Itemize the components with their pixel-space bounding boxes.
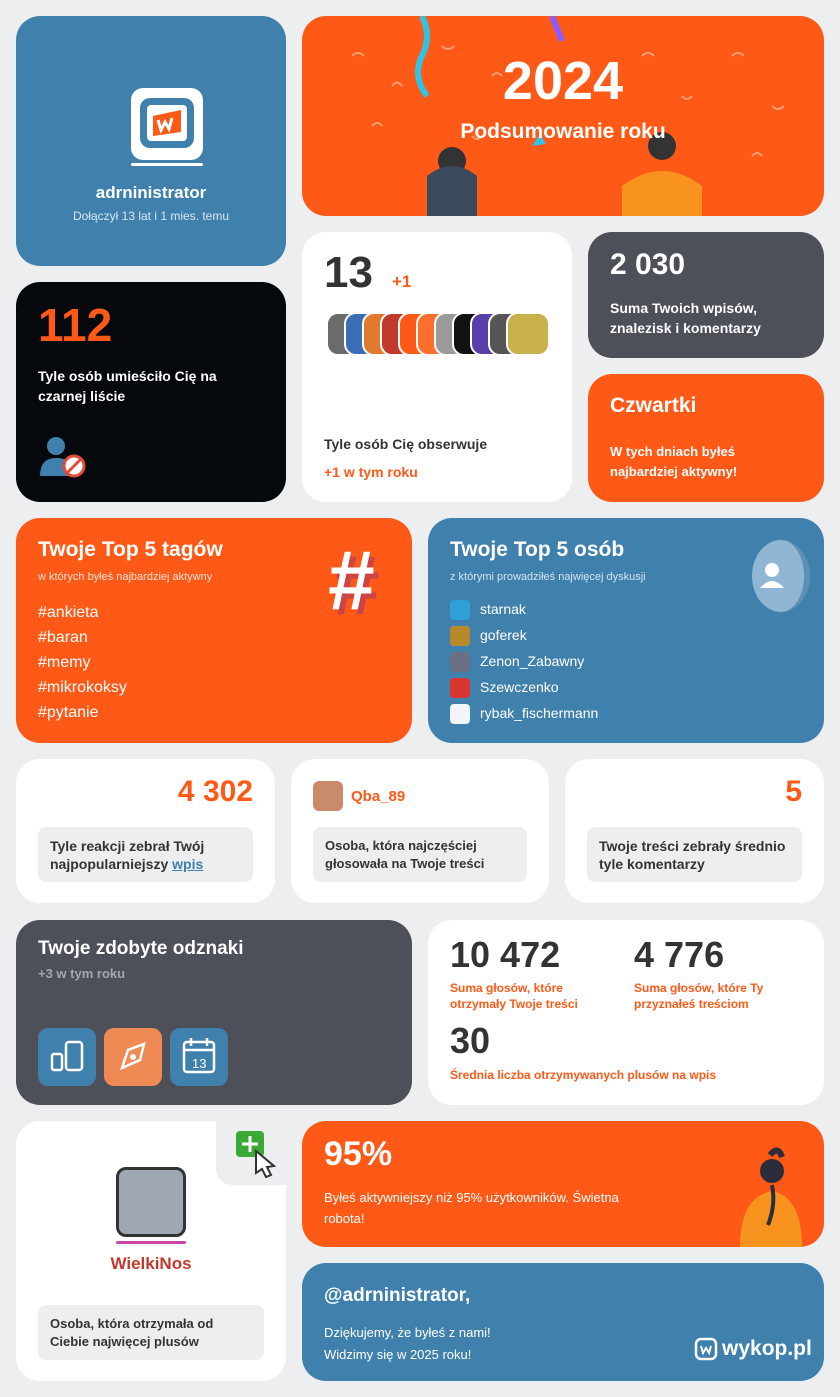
- blocked-user-icon: [38, 434, 88, 480]
- badges-card: [16, 920, 412, 1105]
- follower-avatars: [326, 312, 566, 356]
- badges-subtitle: +3 w tym roku: [38, 966, 126, 981]
- person-name[interactable]: rybak_fischermann: [480, 705, 599, 721]
- person-item[interactable]: [450, 622, 598, 648]
- voter-pill: [313, 827, 527, 882]
- tag-item[interactable]: #mikrokoksy: [38, 679, 127, 696]
- hero-subtitle: Podsumowanie roku: [460, 120, 666, 143]
- follower-avatar[interactable]: [506, 312, 550, 356]
- percent-text: Byłeś aktywniejszy niż 95% użytkowników. Świetna robota!: [324, 1190, 619, 1226]
- avatar: [450, 704, 470, 724]
- voter-avatar[interactable]: [313, 781, 343, 811]
- hashtag-icon: #: [328, 533, 375, 627]
- percent-card: [302, 1121, 824, 1247]
- join-date: Dołączył 13 lat i 1 mies. temu: [72, 209, 230, 223]
- person-item[interactable]: [450, 674, 598, 700]
- calendar-badge-icon[interactable]: [170, 1028, 228, 1086]
- person-name[interactable]: starnak: [480, 601, 526, 617]
- recipient-underline: [116, 1241, 186, 1244]
- hero-card: [302, 16, 824, 216]
- brand-name: wykop.pl: [722, 1337, 812, 1360]
- reactions-text: Tyle reakcji zebrał Twój najpopularniejszy: [50, 838, 205, 872]
- voter-text: Osoba, która najczęściej głosowała na Twoje treści: [325, 838, 485, 871]
- recipient-text: Osoba, która otrzymała od Ciebie najwięcej plusów: [50, 1316, 214, 1349]
- person-item[interactable]: [450, 700, 598, 726]
- votes-given-label: Suma głosów, które Ty przyznałeś treściom: [634, 981, 764, 1011]
- tag-item[interactable]: #memy: [38, 654, 91, 671]
- avatar-underline: [131, 163, 203, 166]
- devices-badge-icon[interactable]: [38, 1028, 96, 1086]
- writer-badge-icon[interactable]: [104, 1028, 162, 1086]
- calendar-day: 13: [192, 1056, 207, 1071]
- recipient-name[interactable]: WielkiNos: [110, 1254, 192, 1273]
- person-name[interactable]: goferek: [480, 627, 527, 643]
- voter-name[interactable]: Qba_89: [351, 788, 406, 805]
- user-coin-icon: [752, 540, 810, 612]
- recipient-avatar[interactable]: [116, 1167, 186, 1237]
- reactions-count: 4 302: [177, 775, 253, 808]
- wykop-brand[interactable]: [694, 1337, 812, 1361]
- thanks-text-1: Dziękujemy, że byłeś z nami!: [324, 1325, 491, 1340]
- active-day: Czwartki: [610, 394, 697, 417]
- avg-comments-card: [565, 759, 824, 903]
- thanks-card: [302, 1263, 824, 1381]
- votes-avg: 30: [450, 1020, 491, 1061]
- person-item[interactable]: [450, 596, 598, 622]
- avg-comments-pill: [587, 827, 802, 882]
- followers-year: +1 w tym roku: [324, 464, 418, 480]
- followers-card: [302, 232, 572, 502]
- avatar: [450, 652, 470, 672]
- wykop-mark-icon: [694, 1337, 718, 1361]
- top-tags-title: Twoje Top 5 tagów: [38, 538, 223, 561]
- tag-item[interactable]: #ankieta: [38, 604, 99, 621]
- avatar: [450, 600, 470, 620]
- avg-comments-count: 5: [785, 775, 802, 808]
- popular-post-link[interactable]: wpis: [172, 856, 204, 872]
- avg-comments-text: Twoje treści zebrały średnio tyle komentarzy: [599, 838, 786, 872]
- top-people-title: Twoje Top 5 osób: [450, 538, 625, 561]
- active-day-card: [588, 374, 824, 502]
- followers-label: Tyle osób Cię obserwuje: [324, 436, 488, 452]
- blacklist-card: [16, 282, 286, 502]
- tag-list: [38, 600, 127, 725]
- posts-text: Suma Twoich wpisów, znalezisk i komentarzy: [610, 300, 761, 336]
- top-plus-card: [16, 1121, 286, 1381]
- person-name[interactable]: Zenon_Zabawny: [480, 653, 585, 669]
- person-illustration: [730, 1141, 810, 1247]
- blacklist-text: Tyle osób umieściło Cię na czarnej liście: [38, 368, 217, 404]
- posts-count: 2 030: [610, 248, 686, 281]
- votes-received-label: Suma głosów, które otrzymały Twoje treści: [450, 981, 578, 1011]
- person-name[interactable]: Szewczenko: [480, 679, 559, 695]
- plus-click-icon: [216, 1121, 286, 1185]
- votes-received: 10 472: [450, 934, 561, 975]
- person-item[interactable]: [450, 648, 598, 674]
- top-people-card: [428, 518, 824, 743]
- percent-value: 95%: [324, 1135, 393, 1173]
- blacklist-count: 112: [38, 299, 113, 351]
- top-tags-subtitle: w których byłeś najbardziej aktywny: [38, 571, 213, 583]
- profile-card: [16, 16, 286, 266]
- top-voter-card: [291, 759, 549, 903]
- top-people-subtitle: z którymi prowadziłeś najwięcej dyskusji: [450, 571, 646, 583]
- followers-count: 13: [324, 248, 373, 297]
- badges-title: Twoje zdobyte odznaki: [38, 938, 244, 959]
- hero-year: 2024: [502, 51, 624, 111]
- confetti-illustration: [302, 16, 824, 216]
- wykop-logo-icon: [131, 88, 203, 160]
- reactions-card: [16, 759, 275, 903]
- avatar: [450, 678, 470, 698]
- posts-card: [588, 232, 824, 358]
- votes-given: 4 776: [634, 934, 725, 975]
- thanks-handle[interactable]: @adrninistrator,: [324, 1285, 471, 1306]
- thanks-text-2: Widzimy się w 2025 roku!: [324, 1347, 472, 1362]
- username[interactable]: adrninistrator: [95, 183, 207, 202]
- people-list: [450, 596, 598, 726]
- active-day-text: W tych dniach byłeś najbardziej aktywny!: [610, 444, 738, 479]
- votes-avg-label: Średnia liczba otrzymywanych plusów na wpis: [450, 1068, 717, 1082]
- tag-item[interactable]: #baran: [38, 629, 88, 646]
- recipient-pill: [38, 1305, 264, 1360]
- avatar: [450, 626, 470, 646]
- votes-card: [428, 920, 824, 1105]
- reactions-pill: [38, 827, 253, 882]
- top-tags-card: [16, 518, 412, 743]
- followers-delta: +1: [392, 272, 412, 291]
- tag-item[interactable]: #pytanie: [38, 704, 99, 721]
